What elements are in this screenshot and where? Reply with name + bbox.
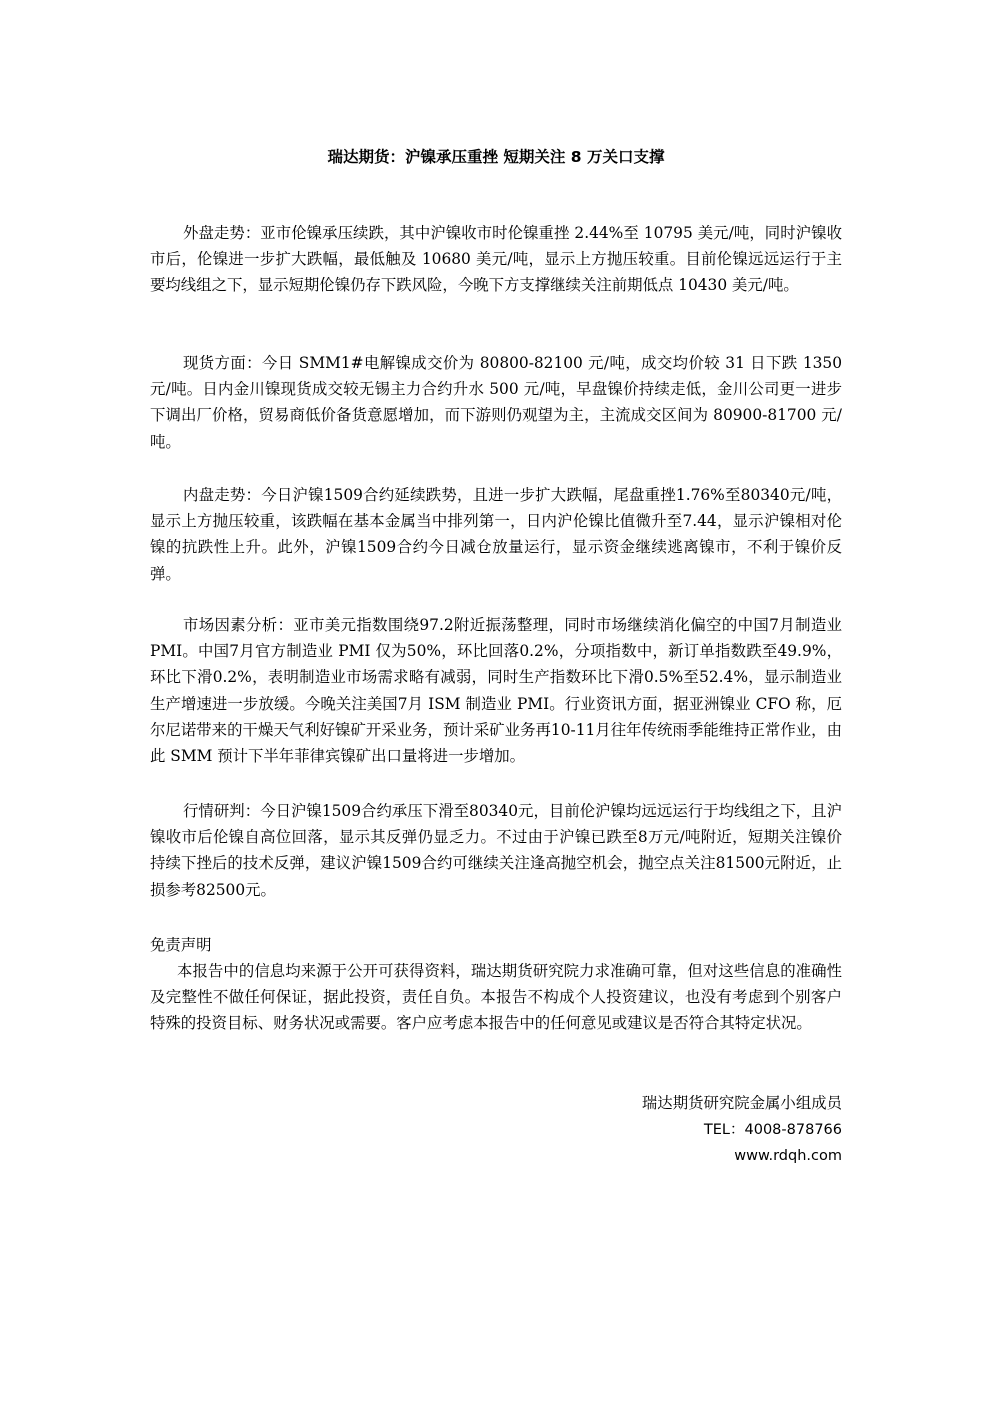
paragraph-market-factors: 市场因素分析：亚市美元指数围绕97.2附近振荡整理，同时市场继续消化偏空的中国7月制造业 PMI。中国7月官方制造业 PMI 仅为50%，环比回落0.2%，分项指数中，新订单指数跌至49.9%，环比下滑0.2%，表明制造业市场需求略有减弱，同时生产指数环比下滑0.5%至52.4%，显示制造业生产增速进一步放缓。今晚关注美国7月 ISM 制造业 PMI。行业资讯方面，据亚洲镍业 CFO 称，厄尔尼诺带来的干燥天气利好镍矿开采业务，预计采矿业务再10-11月往年传统雨季能维持正常作业，由此 SMM 预计下半年菲律宾镍矿出口量将进一步增加。: [150, 616, 842, 766]
paragraph-domestic-market: 内盘走势：今日沪镍1509合约延续跌势，且进一步扩大跌幅，尾盘重挫1.76%至80340元/吨，显示上方抛压较重，该跌幅在基本金属当中排列第一，日内沪伦镍比值微升至7.44，显示沪镍相对伦镍的抗跌性上升。此外，沪镍1509合约今日减仓放量运行，显示资金继续逃离镍市，不利于镍价反弹。: [150, 486, 842, 583]
paragraph-outlook: 行情研判：今日沪镍1509合约承压下滑至80340元，目前伦沪镍均远远运行于均线组之下，且沪镍收市后伦镍自高位回落，显示其反弹仍显乏力。不过由于沪镍已跌至8万元/吨附近，短期关注镍价持续下挫后的技术反弹，建议沪镍1509合约可继续关注逢高抛空机会，抛空点关注81500元附近，止损参考82500元。: [150, 802, 842, 899]
signature-tel: TEL：4008-878766: [703, 1122, 842, 1138]
disclaimer-heading: 免责声明: [150, 936, 212, 954]
paragraph-overseas-market: 外盘走势：亚市伦镍承压续跌，其中沪镍收市时伦镍重挫 2.44%至 10795 美元/吨，同时沪镍收市后，伦镍进一步扩大跌幅，最低触及 10680 美元/吨，显示上方抛压较重。目前伦镍远远运行于主要均线组之下，显示短期伦镍仍存下跌风险，今晚下方支撑继续关注前期低点 10430 美元/吨。: [150, 224, 842, 295]
signature-org: 瑞达期货研究院金属小组成员: [641, 1094, 842, 1112]
signature-website: www.rdqh.com: [734, 1148, 842, 1164]
paragraph-spot-market: 现货方面：今日 SMM1#电解镍成交价为 80800-82100 元/吨，成交均价较 31 日下跌 1350 元/吨。日内金川镍现货成交较无锡主力合约升水 500 元/吨，早盘镍价持续走低，金川公司更一进步下调出厂价格，贸易商低价备货意愿增加，而下游则仍观望为主，主流成交区间为 80900-81700 元/吨。: [150, 354, 842, 451]
disclaimer-body: 本报告中的信息均来源于公开可获得资料，瑞达期货研究院力求准确可靠，但对这些信息的准确性及完整性不做任何保证，据此投资，责任自负。本报告不构成个人投资建议，也没有考虑到个别客户特殊的投资目标、财务状况或需要。客户应考虑本报告中的任何意见或建议是否符合其特定状况。: [150, 962, 842, 1033]
document-title: 瑞达期货：沪镍承压重挫 短期关注 8 万关口支撑: [327, 148, 665, 166]
